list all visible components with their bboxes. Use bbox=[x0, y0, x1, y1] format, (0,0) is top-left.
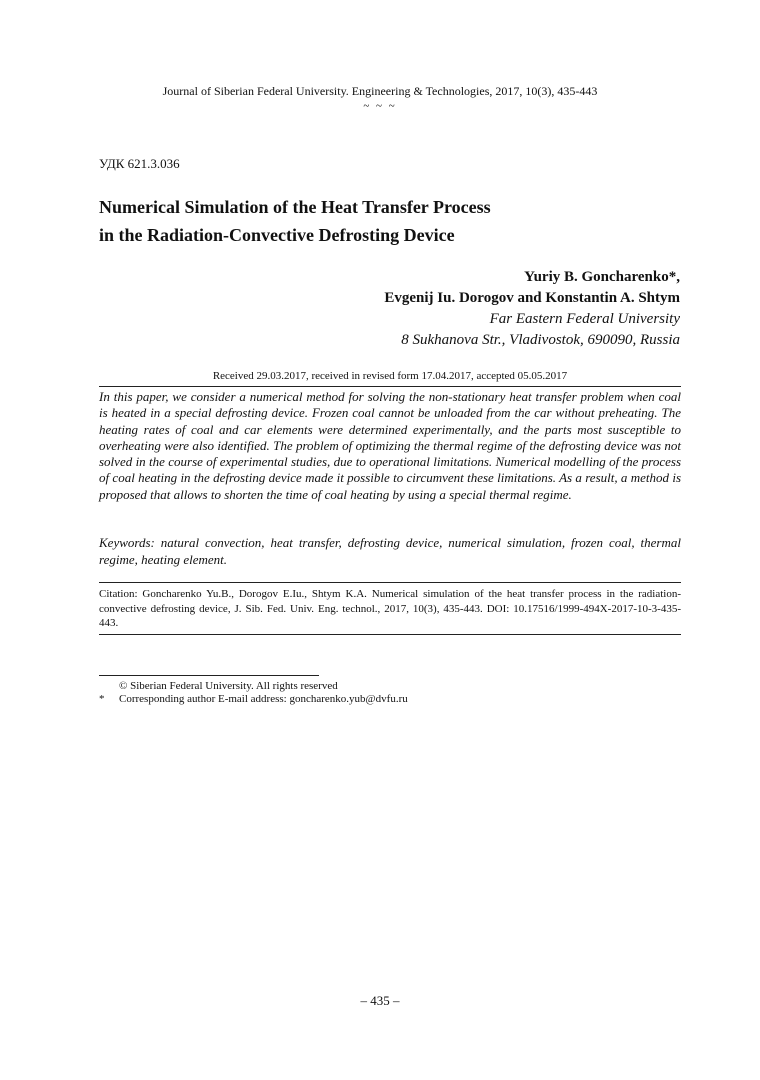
footnote-star: * bbox=[99, 693, 105, 705]
corresponding-author-note bbox=[99, 693, 408, 706]
author-line-1: Yuriy B. Goncharenko*, bbox=[524, 269, 680, 285]
author-block bbox=[384, 267, 680, 351]
page-number: – 435 – bbox=[360, 993, 400, 1008]
footnote-rule bbox=[99, 675, 319, 676]
paper-title bbox=[99, 193, 679, 249]
author-line-2: Evgenij Iu. Dorogov and Konstantin A. Shtym bbox=[384, 290, 680, 306]
corresponding-author-email: Corresponding author E-mail address: goncharenko.yub@dvfu.ru bbox=[119, 693, 408, 705]
affiliation-address: 8 Sukhanova Str., Vladivostok, 690090, Russia bbox=[401, 332, 680, 348]
keywords: Keywords: natural convection, heat transfer, defrosting device, numerical simulation, frozen coal, thermal regime, heating element. bbox=[99, 535, 681, 567]
abstract: In this paper, we consider a numerical method for solving the non-stationary heat transfer problem when coal is heated in a special defrosting device. Frozen coal cannot be unloaded from the car without preheating. The heating rates of coal and car elements were determined experimentally, and the parts most susceptible to overheating were also identified. The problem of optimizing the thermal regime of the defrosting device was not solved in the course of experimental studies, due to operational limitations. Numerical modelling of the process of coal heating in the defrosting device made it possible to circumvent these limitations. As a result, a method is proposed that allows to shorten the time of coal heating by using a special thermal regime. bbox=[99, 389, 681, 502]
abstract-top-rule bbox=[99, 386, 681, 387]
journal-header: Journal of Siberian Federal University. Engineering & Technologies, 2017, 10(3), 435-443 bbox=[162, 84, 598, 98]
udk-code: УДК 621.3.036 bbox=[99, 156, 180, 171]
title-line-1: Numerical Simulation of the Heat Transfer Process bbox=[99, 197, 491, 217]
citation: Citation: Goncharenko Yu.B., Dorogov E.Iu., Shtym K.A. Numerical simulation of the heat transfer process in the radiation-convective defrosting device, J. Sib. Fed. Univ. Eng. technol., 2017, 10(3), 435-443. DOI: 10.17516/1999-494X-2017-10-3-435-443. bbox=[99, 588, 681, 629]
copyright-note: © Siberian Federal University. All rights reserved bbox=[119, 680, 338, 692]
affiliation: Far Eastern Federal University bbox=[489, 311, 680, 327]
received-dates: Received 29.03.2017, received in revised form 17.04.2017, accepted 05.05.2017 bbox=[212, 370, 568, 382]
citation-bottom-rule bbox=[99, 634, 681, 635]
header-separator: ~ ~ ~ bbox=[363, 100, 397, 112]
title-line-2: in the Radiation-Convective Defrosting Device bbox=[99, 225, 455, 245]
citation-top-rule bbox=[99, 582, 681, 583]
